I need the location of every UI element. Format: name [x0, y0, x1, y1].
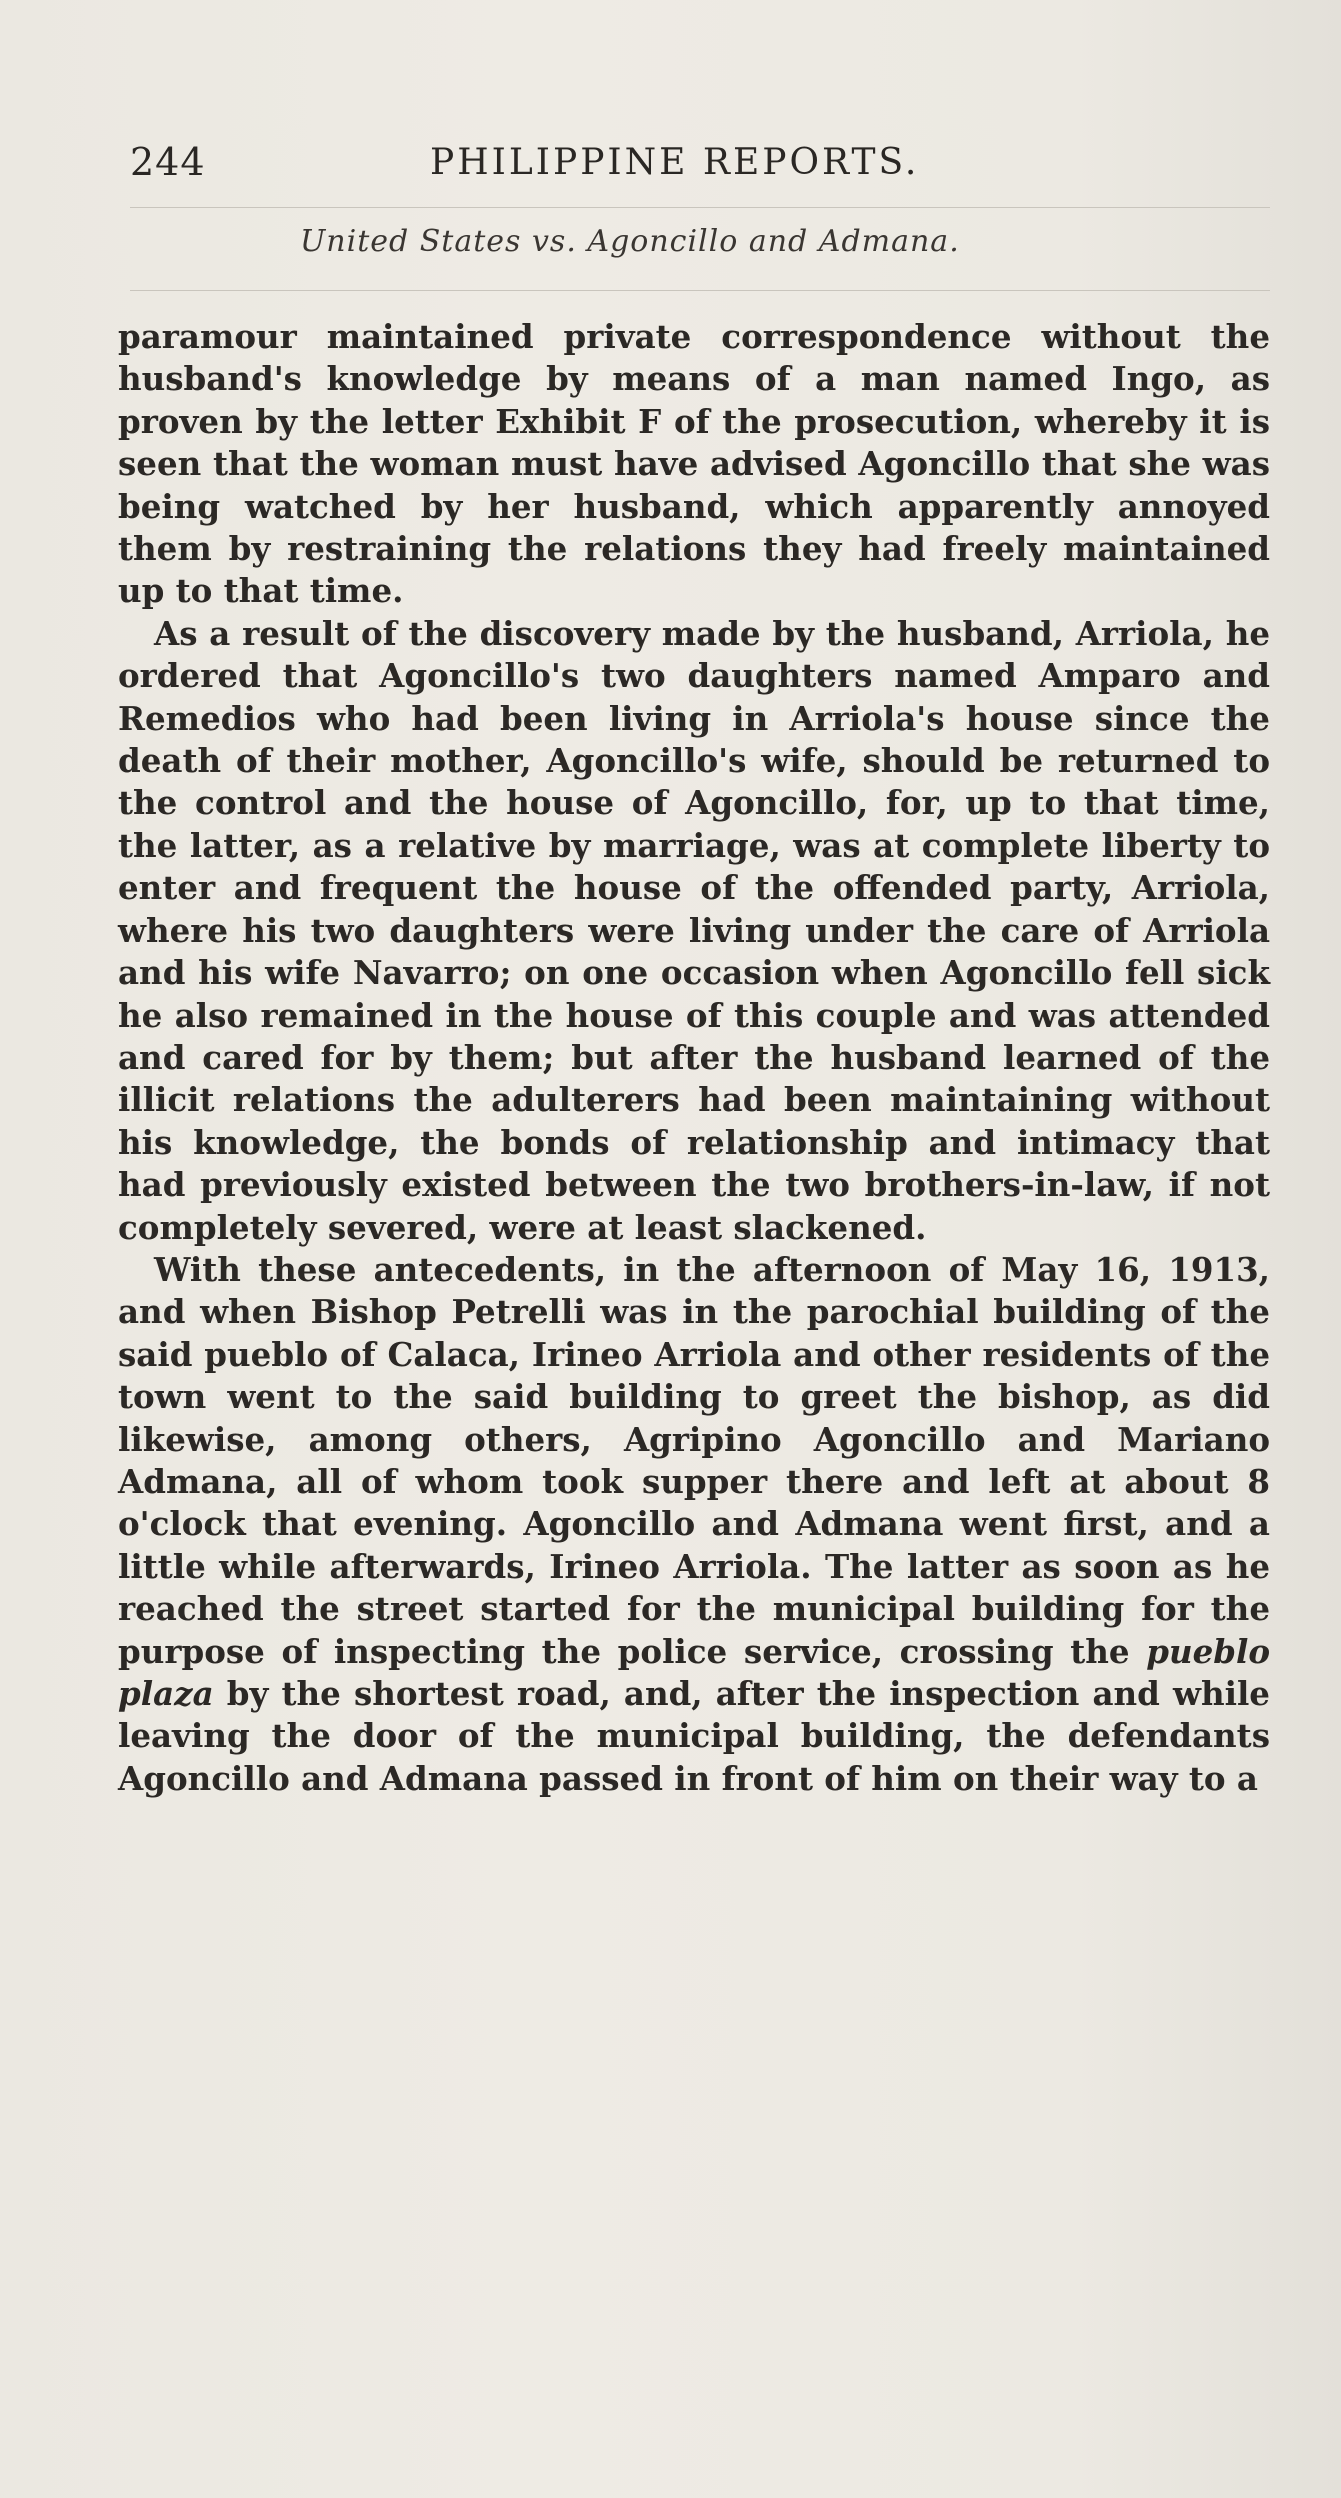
paragraph-antecedents	[118, 1249, 1270, 1800]
case-title-divider	[130, 290, 1270, 291]
page-number: 244	[130, 140, 206, 184]
body-text	[118, 316, 1270, 1800]
paragraph-discovery: As a result of the discovery made by the husband, Arriola, he ordered that Agoncillo's two daughters named Amparo and Remedios who had been living in Arriola's house since the death of their mother, Agoncillo's wife, should be returned to the control and the house of Agoncillo, for, up to that time, the latter, as a relative by marriage, was at complete liberty to enter and frequent the house of the offended party, Arriola, where his two daughters were living under the care of Arriola and his wife Navarro; on one occasion when Agoncillo fell sick he also remained in the house of this couple and was attended and cared for by them; but after the husband learned of the illicit relations the adulterers had been maintaining without his knowledge, the bonds of relationship and intimacy that had previously existed between the two brothers-in-law, if not completely severed, were at least slackened.	[118, 613, 1270, 1247]
italic-pueblo-plaza: pueblo plaza	[118, 1631, 1270, 1713]
running-title: PHILIPPINE REPORTS.	[430, 142, 920, 183]
header-divider	[130, 207, 1270, 208]
page-header	[130, 140, 1270, 200]
case-title: United States vs. Agoncillo and Admana.	[300, 224, 960, 259]
paragraph-antecedents-part-2: by the shortest road, and, after the inspection and while leaving the door of the municipal building, the defendants Agoncillo and Admana passed in front of him on their way to a	[118, 1674, 1270, 1798]
paragraph-continuation: paramour maintained private correspondence without the husband's knowledge by means of a man named Ingo, as proven by the letter Exhibit F of the prosecution, whereby it is seen that the woman must have advised Agoncillo that she was being watched by her husband, which apparently annoyed them by restraining the relations they had freely maintained up to that time.	[118, 317, 1270, 611]
paragraph-antecedents-part-1: With these antecedents, in the afternoon of May 16, 1913, and when Bishop Petrelli was in the parochial building of the said pueblo of Calaca, Irineo Arriola and other residents of the town went to the said building to greet the bishop, as did likewise, among others, Agripino Agoncillo and Mariano Admana, all of whom took supper there and left at about 8 o'clock that evening. Agoncillo and Admana went first, and a little while afterwards, Irineo Arriola. The latter as soon as he reached the street started for the municipal building for the purpose of inspecting the police service, crossing the	[118, 1249, 1270, 1671]
